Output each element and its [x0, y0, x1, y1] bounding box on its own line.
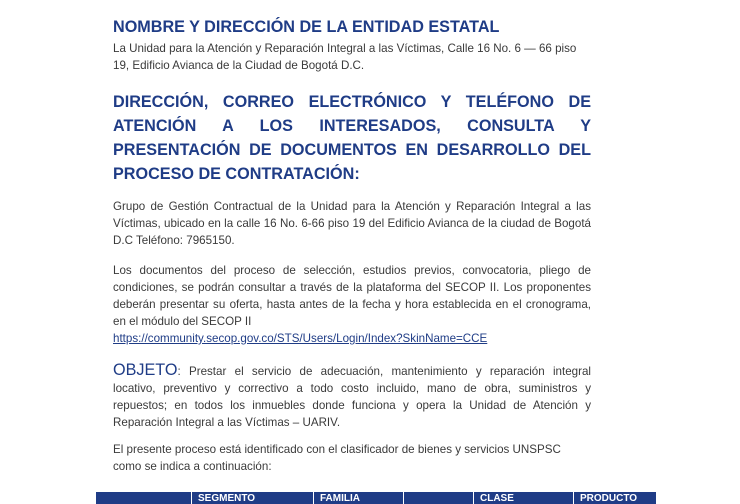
- header-cell-blank: [96, 492, 192, 504]
- docs-block: [113, 262, 591, 347]
- header-cell-clase: CLASE: [474, 492, 574, 504]
- docs-paragraph: Los documentos del proceso de selección, estudios previos, convocatoria, pliego de condiciones, se podrán consultar a través de la plataforma del SECOP II. Los proponentes deberán presentar su oferta, hasta antes de la fecha y hora establecida en el cronograma, en el módulo del SECOP II: [113, 264, 591, 328]
- header-cell-producto: PRODUCTO: [580, 493, 638, 504]
- group-paragraph: Grupo de Gestión Contractual de la Unidad para la Atención y Reparación Integral a las Víctimas, ubicado en la calle 16 No. 6-66 piso 19 del Edificio Avianca de la ciudad de Bogotá D.C Teléfono: 7965150.: [113, 200, 591, 247]
- objeto-text: : Prestar el servicio de adecuación, mantenimiento y reparación integral locativo, preventivo y correctivo a todo costo incluido, mano de obra, suministros y repuestos; en todos los inmuebles donde funciona y opera la Unidad de Atención y Reparación Integral a las Víctimas – UARIV.: [113, 365, 591, 429]
- header-cell-familia: FAMILIA: [314, 492, 404, 504]
- header-cell-blank-2: [404, 492, 474, 504]
- entity-address: La Unidad para la Atención y Reparación Integral a las Víctimas, Calle 16 No. 6 — 66 piso 19, Edificio Avianca de la Ciudad de Bogotá D.C.: [113, 42, 577, 72]
- objeto-label: OBJETO: [113, 361, 178, 379]
- contact-heading: DIRECCIÓN, CORREO ELECTRÓNICO Y TELÉFONO DE ATENCIÓN A LOS INTERESADOS, CONSULTA Y PRESENTACIÓN DE DOCUMENTOS EN DESARROLLO DEL PROCESO DE CONTRATACIÓN:: [113, 93, 591, 183]
- unspsc-table-header: [96, 492, 656, 504]
- header-cell-segmento: SEGMENTO: [192, 492, 314, 504]
- objeto-paragraph: [113, 362, 591, 431]
- classifier-paragraph: El presente proceso está identificado con el clasificador de bienes y servicios UNSPSC como se indica a continuación:: [113, 443, 561, 473]
- entity-heading: NOMBRE Y DIRECCIÓN DE LA ENTIDAD ESTATAL: [113, 18, 500, 36]
- secop-link[interactable]: https://community.secop.gov.co/STS/Users/Login/Index?SkinName=CCE: [113, 332, 488, 345]
